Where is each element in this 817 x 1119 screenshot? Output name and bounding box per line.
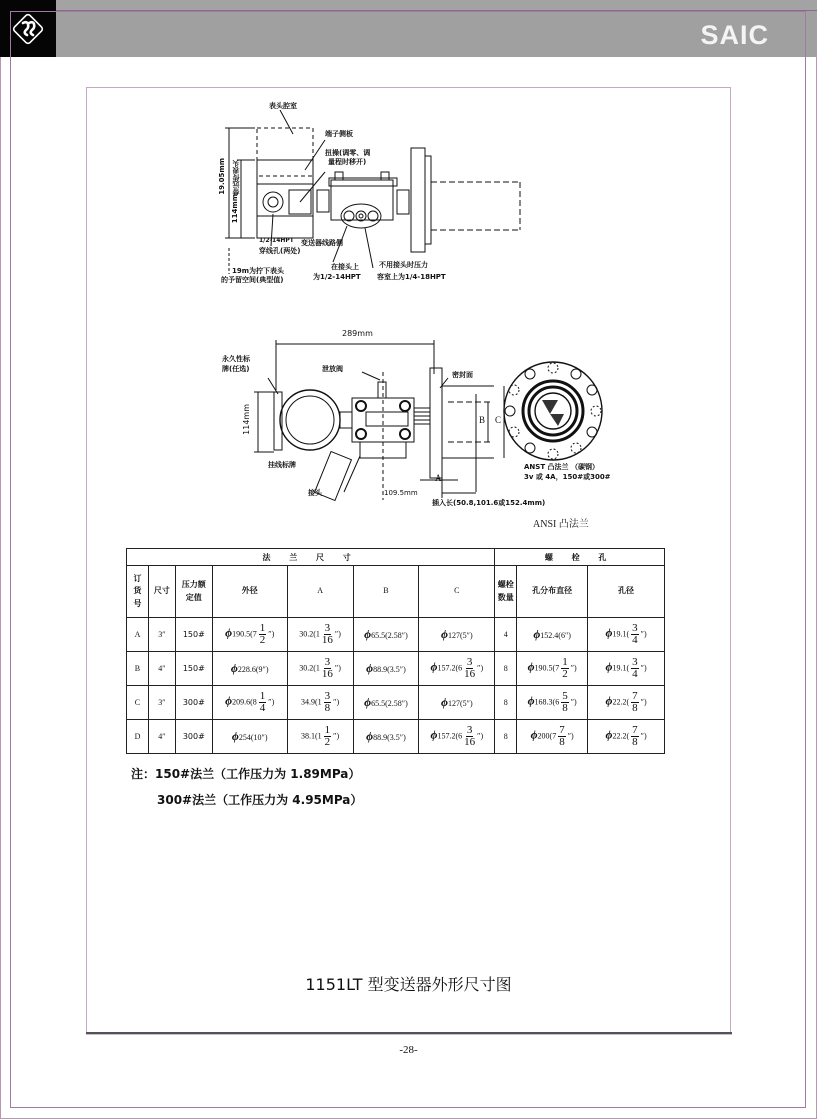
phi-symbol: ϕ xyxy=(527,659,535,674)
phi-symbol: ϕ xyxy=(364,627,372,641)
phi-symbol: ϕ xyxy=(530,727,538,742)
fraction: $\frac{3}{16}$ xyxy=(464,724,476,748)
phi-symbol: ϕ xyxy=(231,729,239,743)
table-header-row xyxy=(127,566,665,618)
cell-size: 4″ xyxy=(148,720,175,754)
table-row xyxy=(127,686,665,720)
label-flange-sizes: 3v 或 4A，150#或300# xyxy=(524,473,611,481)
label-meter-chamber: 表头腔室 xyxy=(269,102,297,110)
cell-size: 4″ xyxy=(148,652,175,686)
cell-pressure: 150# xyxy=(175,618,212,652)
cell-c: ϕ127(5″) xyxy=(419,686,495,720)
page-number: -28- xyxy=(399,1044,418,1056)
fraction: $\frac{3}{16}$ xyxy=(321,622,333,646)
label-on-connector-2: 为1/2-14HPT xyxy=(313,273,361,281)
front-view-diagram-icon xyxy=(212,328,652,528)
label-overall-length: 289mm xyxy=(342,329,373,338)
cell-bolts: 8 xyxy=(495,720,517,754)
col-a: A xyxy=(287,566,353,618)
col-bolt-circle: 孔分布直径 xyxy=(517,566,588,618)
label-dim-b: B xyxy=(479,415,486,425)
cell-bolts: 8 xyxy=(495,652,517,686)
cell-circle: ϕ152.4(6″) xyxy=(517,618,588,652)
cell-hole: ϕ22.2( $\frac{7}{8}$ ″) xyxy=(588,720,665,754)
cell-outer: ϕ190.5(7 $\frac{1}{2}$ ″) xyxy=(212,618,287,652)
fraction: $\frac{5}{8}$ xyxy=(562,690,568,714)
col-hole-dia: 孔径 xyxy=(588,566,665,618)
cell-circle: ϕ190.5(7 $\frac{1}{2}$ ″) xyxy=(517,652,588,686)
label-clearance-2: 的予留空间(典型值) xyxy=(221,276,284,284)
fraction: $\frac{3}{16}$ xyxy=(321,656,333,680)
phi-symbol: ϕ xyxy=(605,659,613,674)
phi-symbol: ϕ xyxy=(605,727,613,742)
fraction: $\frac{1}{2}$ xyxy=(324,724,331,748)
cell-bolts: 8 xyxy=(495,686,517,720)
phi-symbol: ϕ xyxy=(430,659,438,674)
label-on-connector-1: 在接头上 xyxy=(331,263,359,271)
note-300: 300#法兰（工作压力为 4.95MPa） xyxy=(157,793,363,807)
label-clearance-1: 19m为拧下表头 xyxy=(232,267,285,275)
label-unused-pressure-2: 容室上为1/4-18HPT xyxy=(377,273,446,281)
fraction: $\frac{7}{8}$ xyxy=(632,724,638,748)
phi-symbol: ϕ xyxy=(225,625,233,640)
note-150: 注：150#法兰（工作压力为 1.89MPa） xyxy=(131,767,361,781)
cell-a: 38.1(1 $\frac{1}{2}$ ″) xyxy=(287,720,353,754)
fraction: $\frac{3}{8}$ xyxy=(324,690,331,714)
cell-pressure: 300# xyxy=(175,720,212,754)
cell-size: 3″ xyxy=(148,618,175,652)
group-header-bolt-holes: 螺 栓 孔 xyxy=(495,549,665,566)
figure-title: 1151LT 型变送器外形尺寸图 xyxy=(305,975,512,994)
front-view-drawing xyxy=(212,328,652,528)
cell-a: 30.2(1 $\frac{3}{16}$ ″) xyxy=(287,618,353,652)
label-permanent-tag-2: 牌(任选) xyxy=(222,365,250,373)
col-size: 尺寸 xyxy=(148,566,175,618)
phi-symbol: ϕ xyxy=(366,729,374,743)
cell-b: ϕ65.5(2.58″) xyxy=(353,686,419,720)
cell-hole: ϕ19.1( $\frac{3}{4}$ ″) xyxy=(588,618,665,652)
cell-order: C xyxy=(127,686,149,720)
phi-symbol: ϕ xyxy=(430,727,438,742)
cell-hole: ϕ19.1( $\frac{3}{4}$ ″) xyxy=(588,652,665,686)
fraction: $\frac{1}{4}$ xyxy=(259,690,266,714)
label-flange-title: ANST 凸法兰 （碳钢） xyxy=(524,463,599,471)
side-view-diagram-icon xyxy=(215,98,525,290)
cell-order: A xyxy=(127,618,149,652)
label-hanging-tag: 挂线标牌 xyxy=(268,461,296,469)
fraction: $\frac{1}{2}$ xyxy=(562,656,568,680)
cell-c: ϕ157.2(6 $\frac{3}{16}$ ″) xyxy=(419,720,495,754)
ansi-flange-caption: ANSI 凸法兰 xyxy=(533,519,589,530)
cell-b: ϕ88.9(3.5″) xyxy=(353,652,419,686)
phi-symbol: ϕ xyxy=(605,625,613,640)
phi-symbol: ϕ xyxy=(527,693,535,708)
label-dim-c: C xyxy=(495,415,502,425)
fraction: $\frac{7}{8}$ xyxy=(632,690,638,714)
cell-b: ϕ65.5(2.58″) xyxy=(353,618,419,652)
cell-outer: ϕ228.6(9″) xyxy=(212,652,287,686)
table-row xyxy=(127,618,665,652)
fraction: $\frac{3}{4}$ xyxy=(632,656,638,680)
phi-symbol: ϕ xyxy=(441,627,448,641)
phi-symbol: ϕ xyxy=(230,661,238,675)
cell-a: 30.2(1 $\frac{3}{16}$ ″) xyxy=(287,652,353,686)
cell-c: ϕ127(5″) xyxy=(419,618,495,652)
cell-hole: ϕ22.2( $\frac{7}{8}$ ″) xyxy=(588,686,665,720)
label-zero-span-knob-2: 量程时移开) xyxy=(328,158,367,166)
phi-symbol: ϕ xyxy=(364,695,372,709)
cell-c: ϕ157.2(6 $\frac{3}{16}$ ″) xyxy=(419,652,495,686)
label-vent-valve: 泄放阀 xyxy=(322,365,343,373)
fraction: $\frac{3}{16}$ xyxy=(464,656,476,680)
cell-outer: ϕ209.6(8 $\frac{1}{4}$ ″) xyxy=(212,686,287,720)
col-b: B xyxy=(353,566,419,618)
phi-symbol: ϕ xyxy=(605,693,613,708)
label-with-meter: 带远传表头 xyxy=(232,160,240,195)
col-outer-diameter: 外径 xyxy=(212,566,287,618)
side-view-drawing xyxy=(215,98,525,290)
table-row xyxy=(127,720,665,754)
content-bottom-rule xyxy=(86,1032,732,1035)
label-dim-a: A xyxy=(435,473,442,483)
cell-b: ϕ88.9(3.5″) xyxy=(353,720,419,754)
label-height-114: 114mm xyxy=(242,404,251,435)
phi-symbol: ϕ xyxy=(441,695,448,709)
cell-circle: ϕ200(7 $\frac{7}{8}$ ″) xyxy=(517,720,588,754)
label-seal-face: 密封面 xyxy=(452,371,473,379)
table-row xyxy=(127,652,665,686)
fraction: $\frac{3}{4}$ xyxy=(632,622,638,646)
cell-outer: ϕ254(10″) xyxy=(212,720,287,754)
label-conduit-holes: 穿线孔(两处) xyxy=(259,247,301,255)
brand-name: SAIC xyxy=(700,20,769,50)
label-insertion-length: 插入长(50.8,101.6或152.4mm) xyxy=(432,499,546,507)
phi-symbol: ϕ xyxy=(225,693,233,708)
cell-pressure: 150# xyxy=(175,652,212,686)
fraction: $\frac{7}{8}$ xyxy=(559,724,565,748)
cell-circle: ϕ168.3(6 $\frac{5}{8}$ ″) xyxy=(517,686,588,720)
cell-size: 3″ xyxy=(148,686,175,720)
col-bolt-count: 螺栓 数量 xyxy=(495,566,517,618)
label-terminal-side-plate: 端子侧板 xyxy=(325,130,353,138)
cell-a: 34.9(1 $\frac{3}{8}$ ″) xyxy=(287,686,353,720)
group-header-flange: 法 兰 尺 寸 xyxy=(127,549,495,566)
label-dim-114: 114mm xyxy=(231,194,239,224)
col-pressure-rating: 压力额 定值 xyxy=(175,566,212,618)
fraction: $\frac{1}{2}$ xyxy=(259,622,266,646)
cell-bolts: 4 xyxy=(495,618,517,652)
label-connector: 接头 xyxy=(308,489,322,497)
label-unused-pressure-1: 不用接头时压力 xyxy=(379,261,428,269)
label-transmitter-wiring-side: 变送器线路侧 xyxy=(301,239,343,247)
cell-order: D xyxy=(127,720,149,754)
col-c: C xyxy=(419,566,495,618)
label-zero-span-knob: 扭操(调零、调 xyxy=(325,149,371,157)
cell-pressure: 300# xyxy=(175,686,212,720)
label-dim-19-05: 19.05mm xyxy=(218,158,226,195)
col-order-no: 订 货 号 xyxy=(127,566,149,618)
table-group-header-row xyxy=(127,549,665,566)
phi-symbol: ϕ xyxy=(533,627,541,641)
label-dim-109-5: 109.5mm xyxy=(384,489,418,497)
cell-order: B xyxy=(127,652,149,686)
label-conduit-npt: 1/2-14HPT xyxy=(259,237,294,244)
flange-dimension-table xyxy=(126,548,665,754)
label-permanent-tag-1: 永久性标 xyxy=(222,355,250,363)
header-top-strip xyxy=(56,0,817,11)
phi-symbol: ϕ xyxy=(366,661,374,675)
